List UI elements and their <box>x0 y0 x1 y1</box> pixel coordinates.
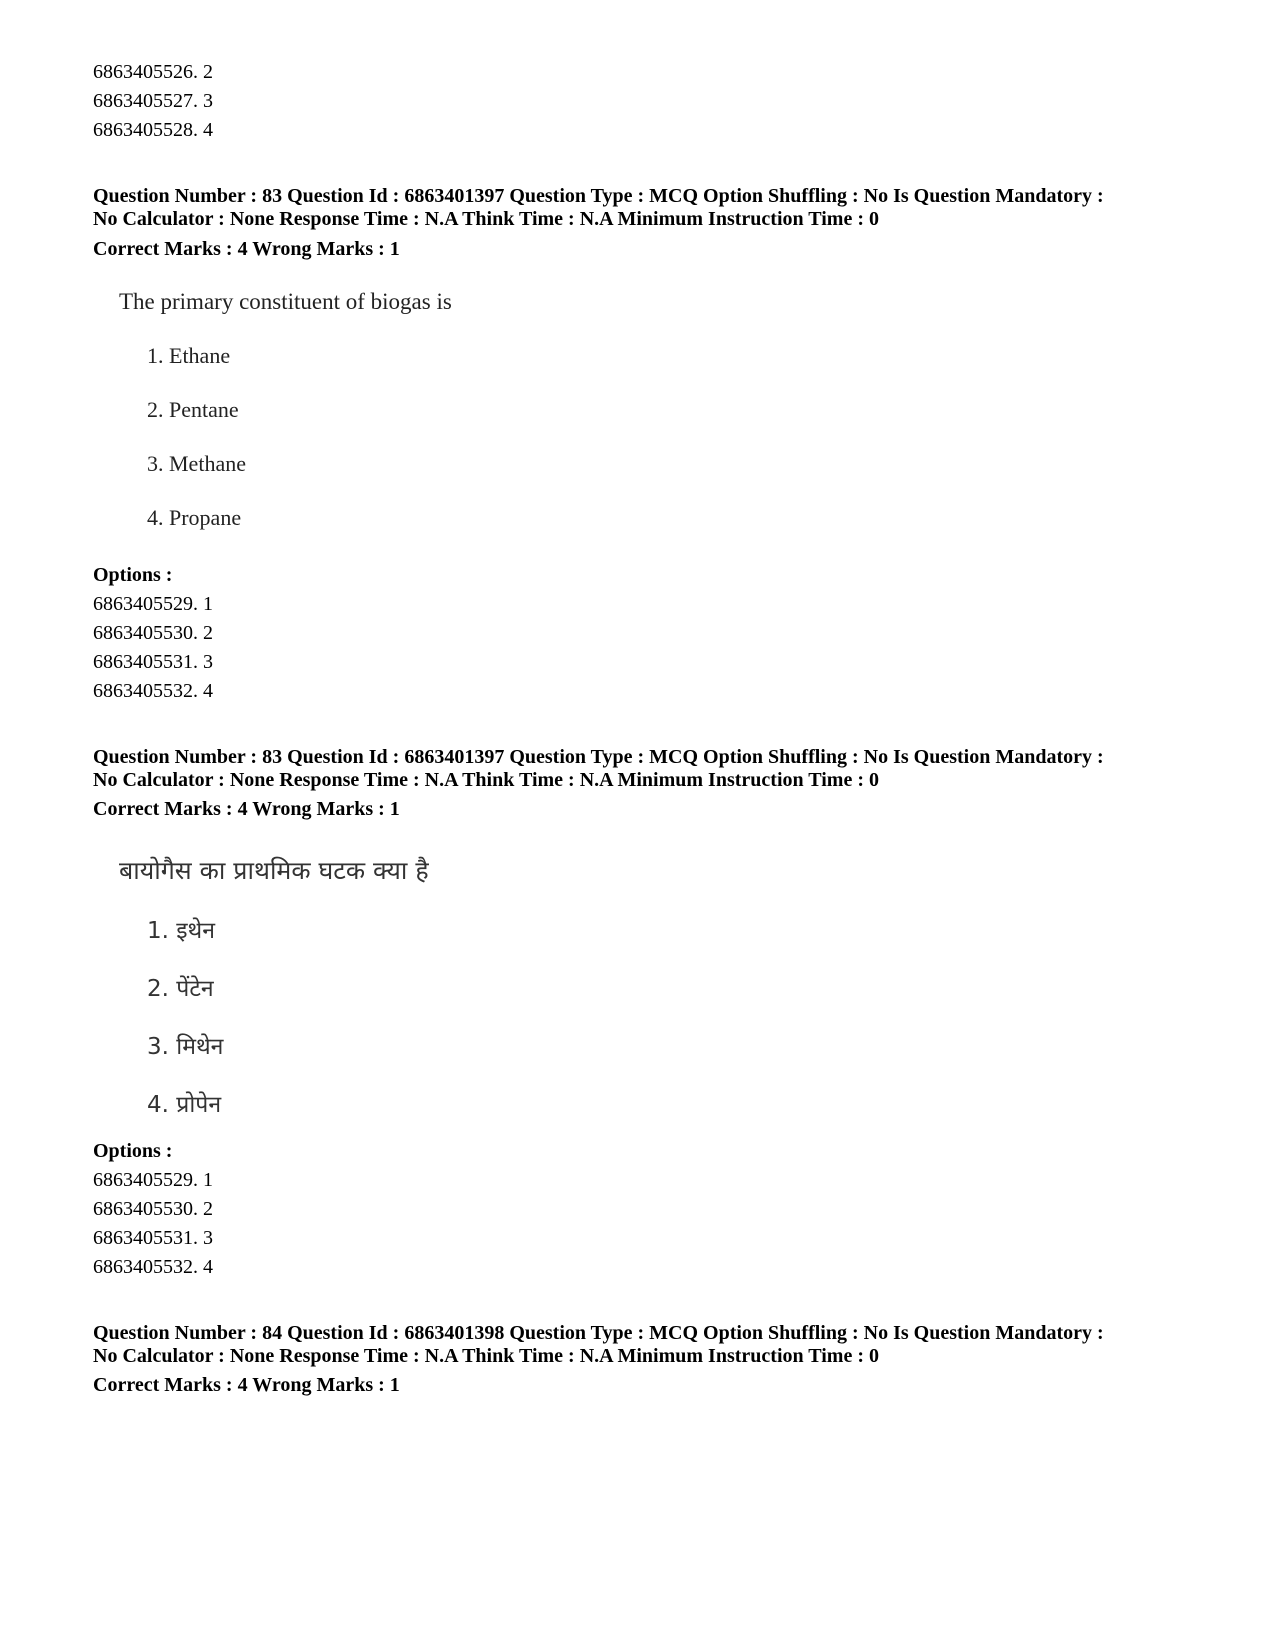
option-id-line: 6863405529. 1 <box>93 593 213 615</box>
answer-choice: 3. मिथेन <box>147 1034 224 1060</box>
option-id-line: 6863405526. 2 <box>93 61 213 83</box>
answer-choice: 1. इथेन <box>147 918 216 944</box>
question-header-line1: Question Number : 83 Question Id : 6863401397 Question Type : MCQ Option Shuffling : No Is Question Mandatory : <box>93 185 1104 207</box>
option-id-line: 6863405528. 4 <box>93 119 213 141</box>
question-header-line2: No Calculator : None Response Time : N.A Think Time : N.A Minimum Instruction Time : 0 <box>93 769 879 791</box>
option-id-line: 6863405527. 3 <box>93 90 213 112</box>
answer-choice: 2. Pentane <box>147 397 239 422</box>
question-header-line1: Question Number : 83 Question Id : 6863401397 Question Type : MCQ Option Shuffling : No Is Question Mandatory : <box>93 746 1104 768</box>
question-stem: बायोगैस का प्राथमिक घटक क्या है <box>119 856 429 885</box>
question-marks: Correct Marks : 4 Wrong Marks : 1 <box>93 238 400 260</box>
answer-choice: 4. Propane <box>147 505 242 530</box>
answer-choice: 4. प्रोपेन <box>147 1092 222 1118</box>
question-header-line1: Question Number : 84 Question Id : 6863401398 Question Type : MCQ Option Shuffling : No Is Question Mandatory : <box>93 1322 1104 1344</box>
answer-choice: 3. Methane <box>147 451 246 476</box>
option-id-line: 6863405532. 4 <box>93 1256 213 1278</box>
question-marks: Correct Marks : 4 Wrong Marks : 1 <box>93 1374 400 1396</box>
question-stem: The primary constituent of biogas is <box>119 289 452 314</box>
question-header-line2: No Calculator : None Response Time : N.A Think Time : N.A Minimum Instruction Time : 0 <box>93 208 879 230</box>
options-label: Options : <box>93 564 173 586</box>
option-id-line: 6863405531. 3 <box>93 651 213 673</box>
options-label: Options : <box>93 1140 173 1162</box>
option-id-line: 6863405530. 2 <box>93 622 213 644</box>
answer-choice: 2. पेंटेन <box>147 976 214 1002</box>
option-id-line: 6863405531. 3 <box>93 1227 213 1249</box>
answer-choice: 1. Ethane <box>147 343 231 368</box>
question-header-line2: No Calculator : None Response Time : N.A Think Time : N.A Minimum Instruction Time : 0 <box>93 1345 879 1367</box>
option-id-line: 6863405532. 4 <box>93 680 213 702</box>
option-id-line: 6863405529. 1 <box>93 1169 213 1191</box>
question-marks: Correct Marks : 4 Wrong Marks : 1 <box>93 798 400 820</box>
option-id-line: 6863405530. 2 <box>93 1198 213 1220</box>
